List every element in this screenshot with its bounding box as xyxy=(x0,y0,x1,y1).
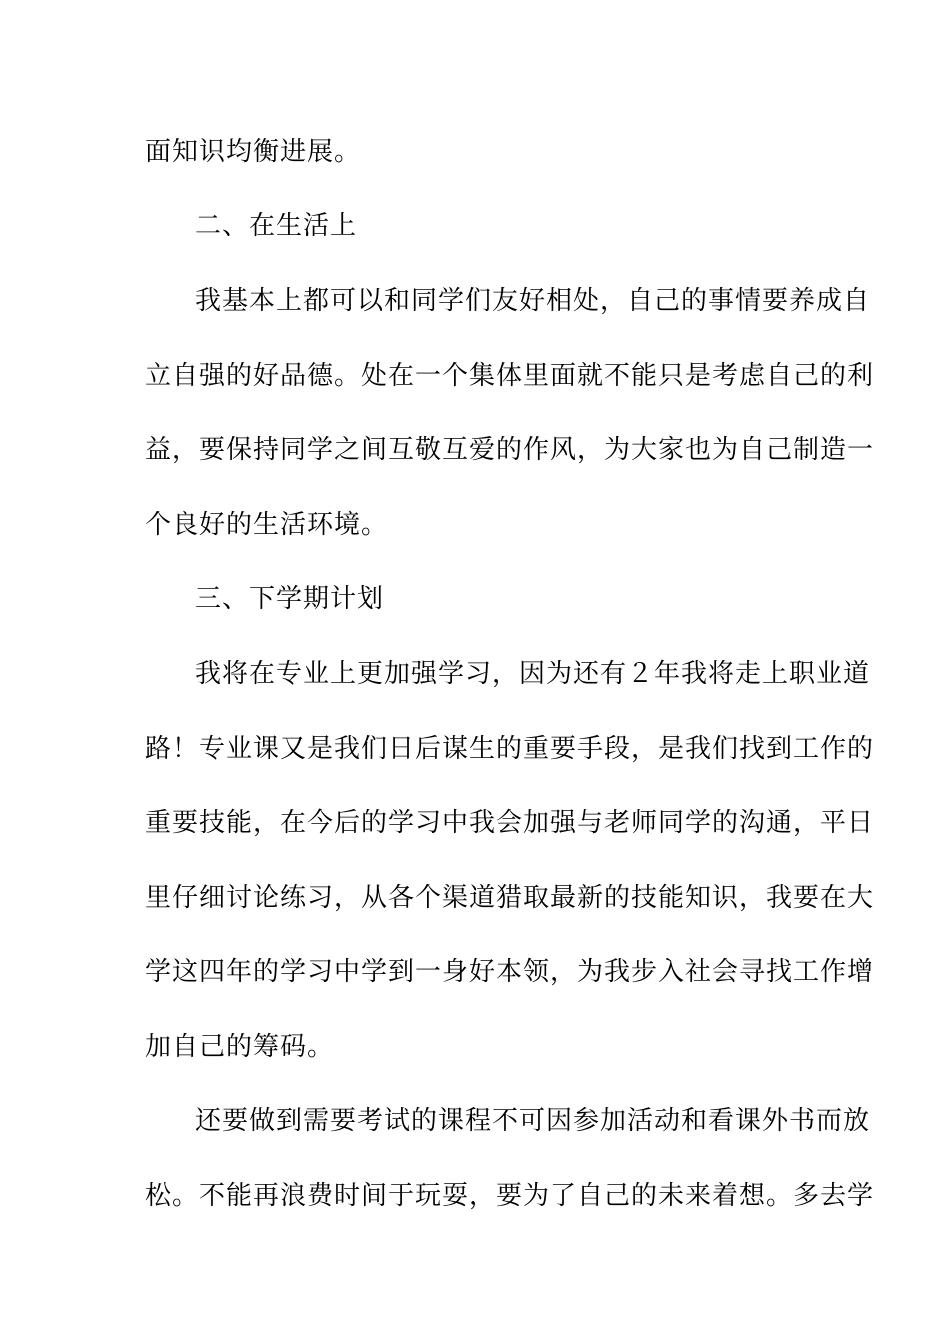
paragraph-line: 路！专业课又是我们日后谋生的重要手段，是我们找到工作的 xyxy=(145,734,875,764)
section-heading-plan: 三、下学期计划 xyxy=(195,584,385,614)
paragraph-line: 个良好的生活环境。 xyxy=(145,510,389,540)
paragraph-line: 松。不能再浪费时间于玩耍，要为了自己的未来着想。多去学 xyxy=(145,1181,875,1211)
paragraph-line: 重要技能，在今后的学习中我会加强与老师同学的沟通，平日 xyxy=(145,808,875,838)
paragraph-line: 立自强的好品德。处在一个集体里面就不能只是考虑自己的利 xyxy=(145,361,875,391)
paragraph-line: 学这四年的学习中学到一身好本领，为我步入社会寻找工作增 xyxy=(145,957,875,987)
paragraph-line: 我基本上都可以和同学们友好相处，自己的事情要养成自 xyxy=(195,286,871,316)
paragraph-line: 面知识均衡进展。 xyxy=(145,137,362,167)
section-heading-life: 二、在生活上 xyxy=(195,211,358,241)
paragraph-line: 还要做到需要考试的课程不可因参加活动和看课外书而放 xyxy=(195,1106,871,1136)
paragraph-line: 里仔细讨论练习，从各个渠道猎取最新的技能知识，我要在大 xyxy=(145,883,875,913)
paragraph-line: 我将在专业上更加强学习，因为还有２年我将走上职业道 xyxy=(195,659,871,689)
paragraph-line: 益，要保持同学之间互敬互爱的作风，为大家也为自己制造一 xyxy=(145,435,875,465)
paragraph-line: 加自己的筹码。 xyxy=(145,1032,335,1062)
